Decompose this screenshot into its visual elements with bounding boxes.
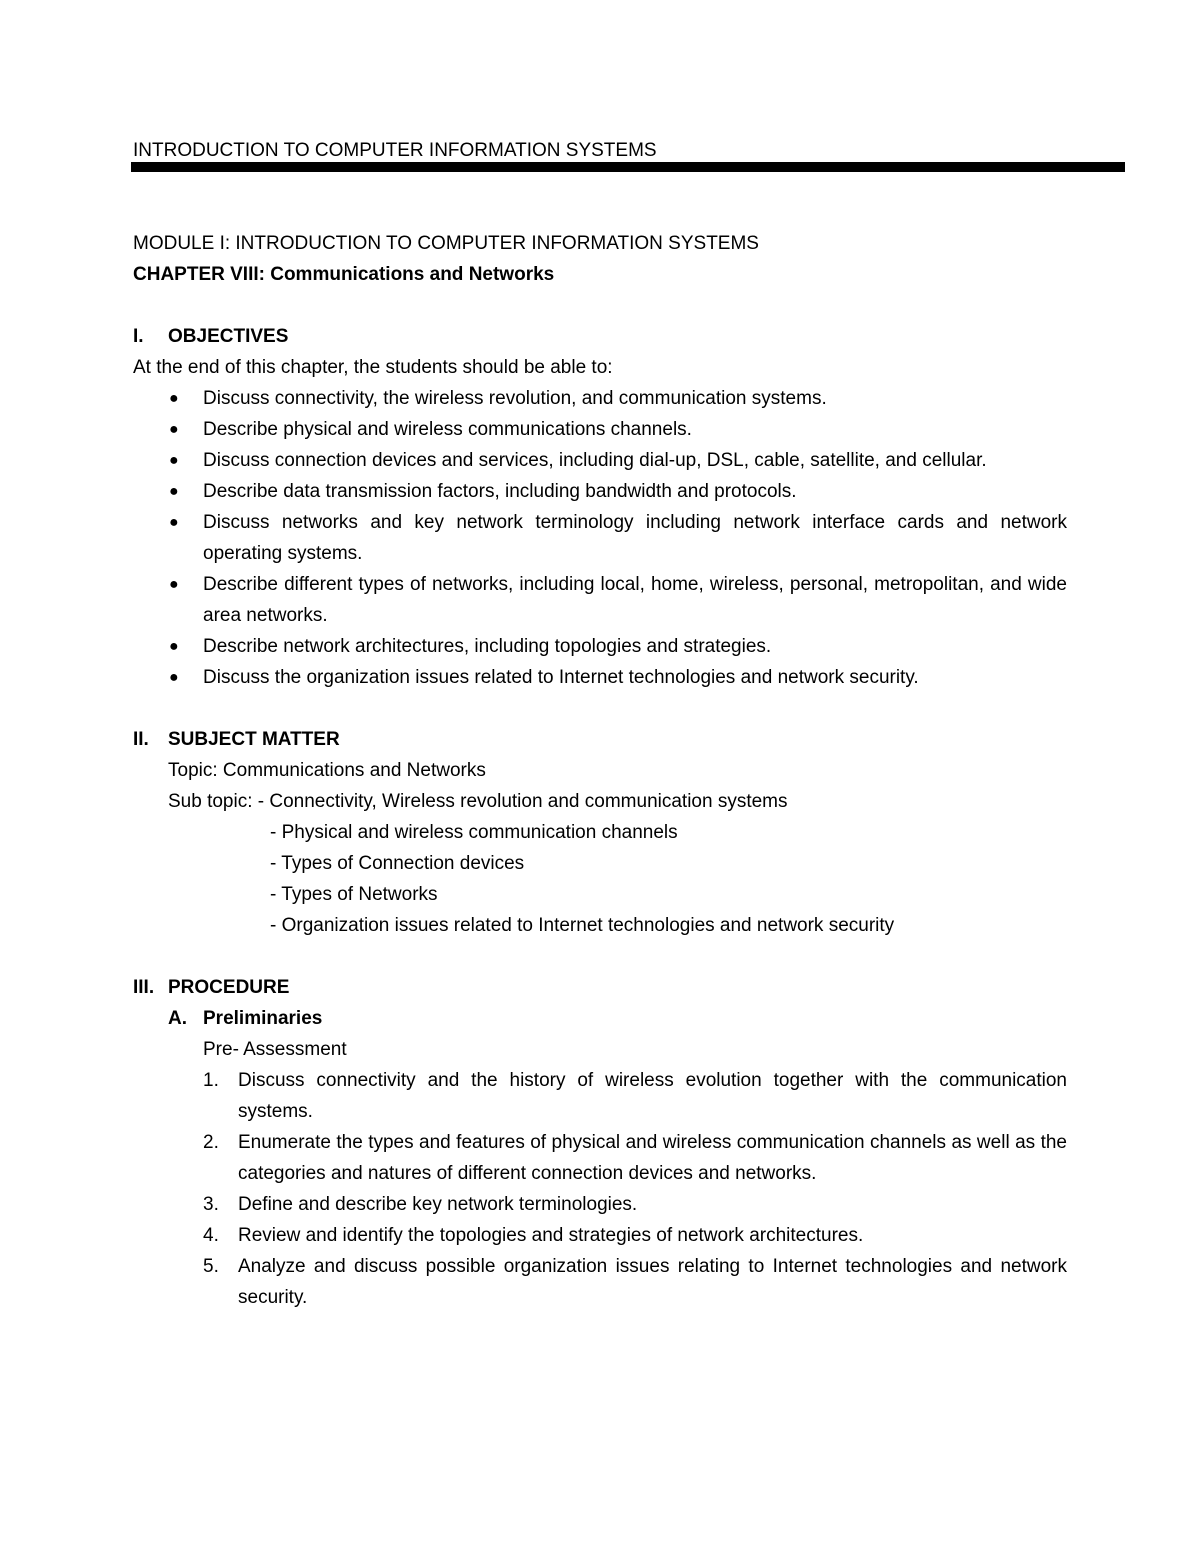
list-item — [133, 1189, 1073, 1220]
item-text: Discuss connectivity and the history of wireless evolution together with the communication systems. — [238, 1070, 1067, 1122]
bullet-icon: ● — [169, 421, 179, 438]
subtopic-item: - Organization issues related to Internet technologies and network security — [270, 915, 895, 936]
list-item — [133, 476, 1073, 507]
document-body — [133, 228, 1073, 1313]
list-item — [133, 445, 1073, 476]
section-heading: SUBJECT MATTER — [168, 729, 340, 750]
section-number: I. — [133, 326, 144, 347]
document-header-title: INTRODUCTION TO COMPUTER INFORMATION SYSTEMS — [133, 140, 657, 161]
list-item — [133, 631, 1073, 662]
objective-text: Discuss networks and key network terminology including network interface cards and network operating systems. — [203, 512, 1067, 564]
item-number: 4. — [203, 1225, 219, 1246]
section-objectives-heading — [133, 321, 1073, 352]
item-number: 2. — [203, 1132, 219, 1153]
list-item — [133, 507, 1073, 569]
spacer — [133, 290, 1073, 321]
bullet-icon: ● — [169, 452, 179, 469]
section-subject-matter-heading — [133, 724, 1073, 755]
list-item — [133, 1127, 1073, 1189]
list-item — [133, 1220, 1073, 1251]
subsection-letter: A. — [168, 1008, 187, 1029]
section-heading: OBJECTIVES — [168, 326, 289, 347]
pre-assessment-list — [133, 1065, 1073, 1313]
section-number: III. — [133, 977, 155, 998]
spacer — [133, 693, 1073, 724]
subsection-heading: Preliminaries — [203, 1008, 323, 1029]
bullet-icon: ● — [169, 638, 179, 655]
bullet-icon: ● — [169, 669, 179, 686]
section-procedure-heading — [133, 972, 1073, 1003]
section-number: II. — [133, 729, 149, 750]
pre-assessment-label: Pre- Assessment — [203, 1039, 347, 1060]
list-item — [133, 569, 1073, 631]
bullet-icon: ● — [169, 390, 179, 407]
module-title: MODULE I: INTRODUCTION TO COMPUTER INFORMATION SYSTEMS — [133, 233, 759, 254]
list-item — [133, 1251, 1073, 1313]
objective-text: Describe data transmission factors, including bandwidth and protocols. — [203, 481, 797, 502]
section-heading: PROCEDURE — [168, 977, 290, 998]
objective-text: Discuss the organization issues related to Internet technologies and network security. — [203, 667, 919, 688]
bullet-icon: ● — [169, 514, 179, 531]
list-item — [133, 662, 1073, 693]
bullet-icon: ● — [169, 483, 179, 500]
spacer — [133, 941, 1073, 972]
item-text: Analyze and discuss possible organization issues relating to Internet technologies and network security. — [238, 1256, 1067, 1308]
list-item — [133, 414, 1073, 445]
item-number: 1. — [203, 1070, 219, 1091]
item-text: Review and identify the topologies and strategies of network architectures. — [238, 1225, 864, 1246]
topic-line: Topic: Communications and Networks — [168, 760, 486, 781]
bullet-icon: ● — [169, 576, 179, 593]
subtopic-item: - Types of Connection devices — [270, 853, 525, 874]
subtopic-item: - Types of Networks — [270, 884, 438, 905]
objective-text: Discuss connectivity, the wireless revolution, and communication systems. — [203, 388, 827, 409]
header-divider — [131, 162, 1125, 172]
objective-text: Describe network architectures, including topologies and strategies. — [203, 636, 772, 657]
item-number: 3. — [203, 1194, 219, 1215]
list-item — [133, 1065, 1073, 1127]
subtopic-item: - Physical and wireless communication channels — [270, 822, 678, 843]
objective-text: Discuss connection devices and services, including dial-up, DSL, cable, satellite, and cellular. — [203, 450, 987, 471]
item-text: Enumerate the types and features of physical and wireless communication channels as well as the categories and natures of different connection devices and networks. — [238, 1132, 1067, 1184]
objectives-intro: At the end of this chapter, the students should be able to: — [133, 357, 613, 378]
item-text: Define and describe key network terminologies. — [238, 1194, 638, 1215]
subtopic-line: Sub topic: - Connectivity, Wireless revolution and communication systems — [168, 791, 788, 812]
objective-text: Describe different types of networks, including local, home, wireless, personal, metropolitan, and wide area networks. — [203, 574, 1067, 626]
list-item — [133, 383, 1073, 414]
objective-text: Describe physical and wireless communications channels. — [203, 419, 692, 440]
objectives-list — [133, 383, 1073, 693]
subsection-preliminaries-heading — [133, 1003, 1073, 1034]
item-number: 5. — [203, 1256, 219, 1277]
chapter-title: CHAPTER VIII: Communications and Networks — [133, 264, 555, 285]
